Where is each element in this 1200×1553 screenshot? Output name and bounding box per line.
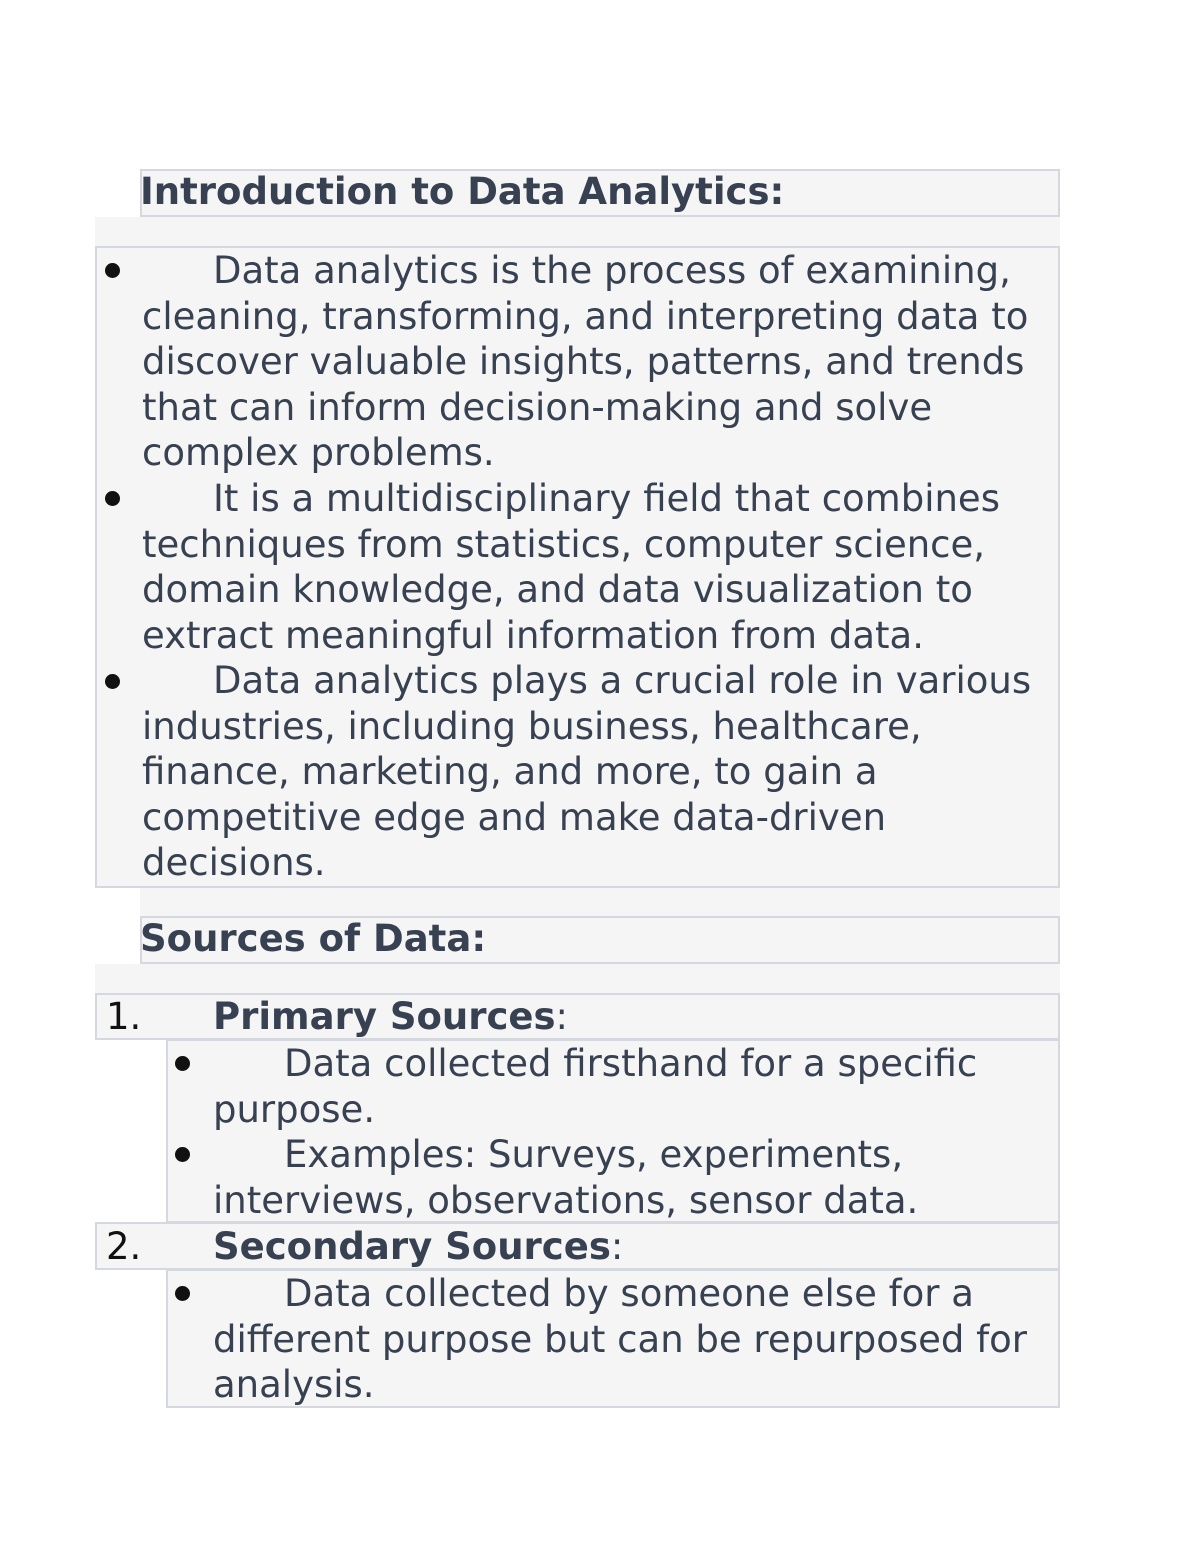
title-colon: :: [610, 1225, 624, 1268]
spacer: [140, 888, 1060, 917]
bullet-icon: [175, 1286, 190, 1301]
secondary-sources-title: [213, 1225, 623, 1269]
intro-bullet-text: Data analytics plays a crucial role in various industries, including business, healthcare, finance, marketing, and more, to gain a competitive edge and make data-driven decisions.: [142, 659, 1032, 884]
list-number: 1.: [106, 995, 142, 1038]
primary-bullet-text: Examples: Surveys, experiments, interviews, observations, sensor data.: [213, 1133, 919, 1222]
bullet-icon: [105, 674, 120, 689]
spacer: [95, 964, 1060, 993]
intro-bullet-text: Data analytics is the process of examining, cleaning, transforming, and interpreting data to discover valuable insights, patterns, and trends that can inform decision-making and solve complex problems.: [142, 249, 1029, 474]
primary-sources-title: [213, 995, 568, 1039]
title-colon: :: [555, 995, 568, 1038]
list-number: 2.: [106, 1225, 142, 1268]
bullet-icon: [105, 491, 120, 506]
secondary-bullet-text: Data collected by someone else for a different purpose but can be repurposed for analysis.: [213, 1272, 1028, 1406]
sources-heading-box: [140, 916, 1060, 964]
bullet-icon: [105, 263, 120, 278]
intro-heading-box: [140, 169, 1060, 217]
primary-sources-label: Primary Sources: [213, 995, 556, 1038]
bullet-icon: [175, 1147, 190, 1162]
intro-heading: Introduction to Data Analytics:: [140, 170, 785, 213]
secondary-sources-label: Secondary Sources: [213, 1225, 611, 1268]
sources-heading: Sources of Data:: [140, 917, 487, 960]
primary-bullet-text: Data collected firsthand for a specific purpose.: [213, 1042, 978, 1131]
spacer: [95, 217, 1060, 246]
intro-bullet-text: It is a multidisciplinary field that combines techniques from statistics, computer science, domain knowledge, and data visualization to extract meaningful information from data.: [142, 477, 1000, 657]
bullet-icon: [175, 1056, 190, 1071]
